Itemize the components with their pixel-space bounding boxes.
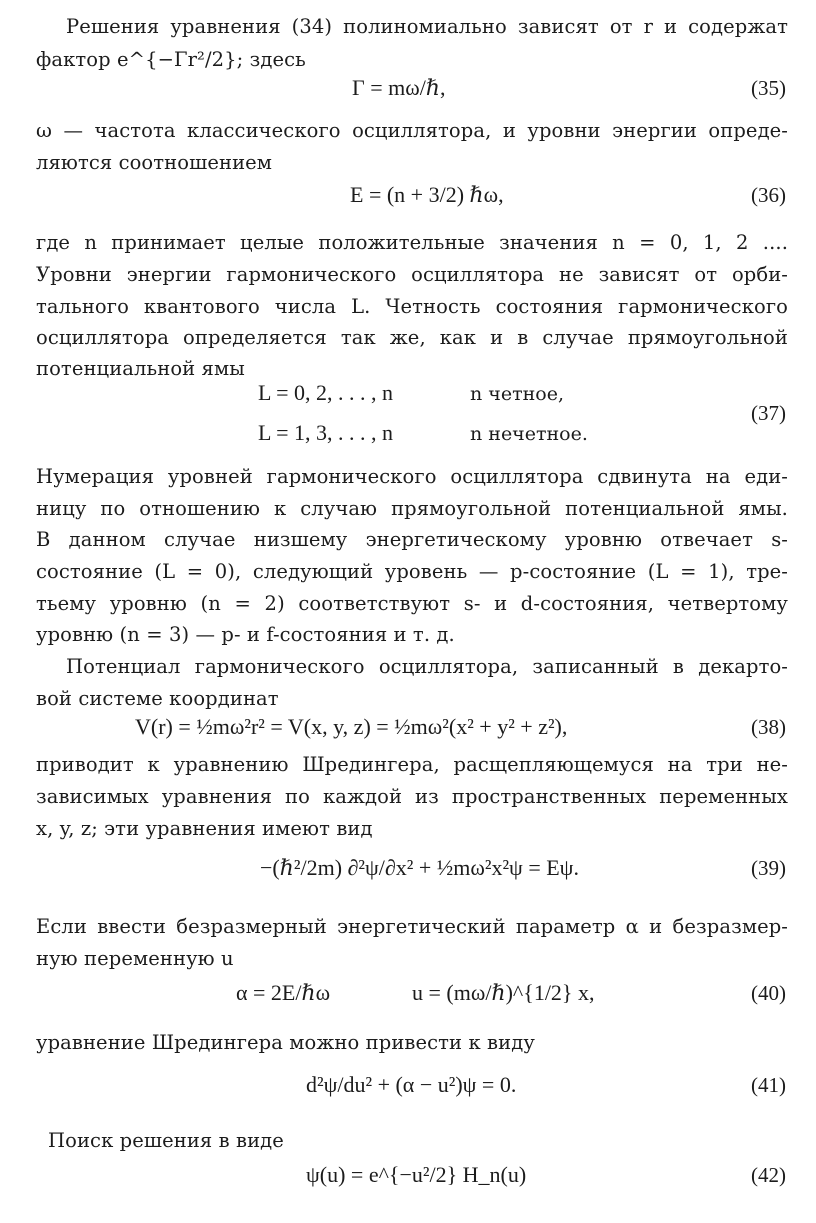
equation-41: d²ψ/du² + (α − u²)ψ = 0.: [306, 1072, 517, 1097]
text-line: приводит к уравнению Шредингера, расщепляющемуся на три не-: [36, 753, 788, 776]
text-line: тьему уровню (n = 2) соответствуют s- и d-состояния, четвертому: [36, 592, 788, 615]
equation-37-row-1-note-text: n четное,: [470, 383, 564, 405]
text-line: Поиск решения в виде: [48, 1129, 284, 1152]
equation-37-row-2-note-text: n нечетное.: [470, 423, 588, 445]
text-line: Если ввести безразмерный энергетический параметр α и безразмер-: [36, 915, 788, 938]
equation-38: V(r) = ½mω²r² = V(x, y, z) = ½mω²(x² + y² + z²),: [135, 714, 568, 739]
equation-number: (38): [751, 715, 786, 739]
equation-number: (39): [751, 856, 786, 880]
equation-40-u: u = (mω/ℏ)^{1/2} x,: [412, 980, 595, 1005]
equation-37-row-1: L = 0, 2, . . . , n: [258, 380, 394, 405]
equation-37-row-2: L = 1, 3, . . . , n: [258, 420, 394, 445]
text-line: фактор e^{−Γr²/2}; здесь: [36, 48, 306, 71]
equation-37-row-1-note: [470, 378, 564, 409]
equation-42: ψ(u) = e^{−u²/2} H_n(u): [306, 1162, 527, 1187]
text-line: ную переменную u: [36, 947, 234, 970]
equation-39: −(ℏ²/2m) ∂²ψ/∂x² + ½mω²x²ψ = Eψ.: [260, 855, 579, 880]
text-line: где n принимает целые положительные значения n = 0, 1, 2 ....: [36, 231, 788, 254]
text-line: Уровни энергии гармонического осциллятора не зависят от орби-: [36, 263, 788, 286]
text-line: вой системе координат: [36, 687, 279, 710]
text-line: ницу по отношению к случаю прямоугольной потенциальной ямы.: [36, 497, 788, 520]
text-line: ω — частота классического осциллятора, и уровни энергии опреде-: [36, 119, 788, 142]
text-line: Решения уравнения (34) полиномиально зависят от r и содержат: [66, 15, 788, 38]
text-line: уравнение Шредингера можно привести к виду: [36, 1031, 535, 1054]
equation-number: (35): [751, 76, 786, 100]
text-line: x, y, z; эти уравнения имеют вид: [36, 817, 373, 840]
text-line: Нумерация уровней гармонического осциллятора сдвинута на еди-: [36, 465, 788, 488]
equation-number: (41): [751, 1073, 786, 1097]
equation-number: (42): [751, 1163, 786, 1187]
text-line: ляются соотношением: [36, 151, 273, 174]
text-line: тального квантового числа L. Четность состояния гармонического: [36, 295, 788, 318]
equation-40-alpha: α = 2E/ℏω: [236, 980, 331, 1005]
text-line: осциллятора определяется так же, как и в случае прямоугольной: [36, 326, 788, 349]
text-line: Потенциал гармонического осциллятора, записанный в декарто-: [66, 655, 788, 678]
equation-number: (36): [751, 183, 786, 207]
equation-37-row-2-note: [470, 418, 588, 449]
equation-35: Γ = mω/ℏ,: [352, 75, 446, 100]
equation-number: (40): [751, 981, 786, 1005]
text-line: потенциальной ямы: [36, 357, 245, 380]
text-line: зависимых уравнения по каждой из пространственных переменных: [36, 785, 788, 808]
equation-36: E = (n + 3/2) ℏω,: [350, 182, 504, 207]
equation-number: (37): [751, 401, 786, 425]
text-line: уровню (n = 3) — p- и f-состояния и т. д.: [36, 623, 455, 646]
text-line: В данном случае низшему энергетическому уровню отвечает s-: [36, 528, 788, 551]
text-line: состояние (L = 0), следующий уровень — p-состояние (L = 1), тре-: [36, 560, 788, 583]
